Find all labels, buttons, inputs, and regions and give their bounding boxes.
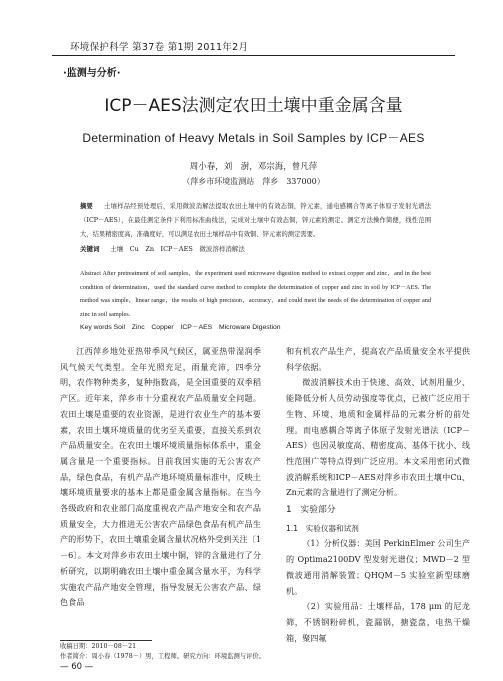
keywords-en (80, 321, 431, 331)
affiliation: （萍乡市环境监测站 萍乡 337000） (182, 177, 325, 186)
body-right-column (286, 344, 470, 646)
paper-title-cn: ICP－AES法测定农田土壤中重金属含量 (104, 96, 403, 116)
abstract-cn (80, 200, 431, 242)
body-paragraph: （1）分析仪器：美国 PerkinElmer 公司生产的 Optima2100DV 型发射光谱仪；MWD－2 型微波通用消解装置；QHQM－5 实验室新型球磨机。 (286, 538, 470, 596)
footnote-received: 收稿日期：2010－08－21 (60, 643, 137, 650)
section-heading: 1 实验部分 (286, 505, 336, 516)
authors: 周小春，刘 澍，邓宗海，曾凡萍 (189, 162, 318, 172)
abstract-en (80, 267, 431, 321)
abstract-en-label: Abstract (80, 270, 101, 277)
keywords-cn-label: 关键词 (80, 245, 100, 253)
abstract-cn-text: 土壤样品经预处理后，采用微波消解法提取农田土壤中的有效态铜，锌元素，通电感耦合等离子体原子发射光谱法（ICP－AES），在最佳测定条件下利用标准曲线法，完成对土壤中有效态铜，锌元素的测定。测定方法操作简便，线性范围大，结果精密度高，准确度好，可以满足农田土壤样品中有效铜、锌元素的测定需要。 (80, 203, 431, 238)
subsection-heading: 1.1 实验仪器和试剂 (286, 523, 359, 533)
body-paragraph: （2）实验用品：土壤样品，178 μm 的尼龙筛，不锈钢粉碎机，瓷漏锅，搪瓷盘，电热干燥箱，聚四氟 (286, 601, 470, 643)
keywords-cn-text: 土壤 Cu Zn ICP－AES 微波溶样消解法 (110, 245, 245, 253)
footnote (60, 642, 265, 661)
abstract-cn-label: 摘要 (80, 203, 94, 210)
abstract-en-text: After pretreatment of soil samples，the experiment used microwave digestion method to extract copper and zinc，and in the best condition of determination，used the standard curve method to complete the determination of copper and zinc in soil by ICP－AES. The method was simple，linear range，the results of high precision，accuracy，and could meet the needs of the determination of copper and zinc in soil samples. (80, 270, 431, 318)
body-paragraph: 和有机农产品生产，提高农产品质量安全水平提供科学依据。 (286, 346, 470, 372)
body-paragraph: 微波消解技术由于快速、高效、试剂用量少、能降低分析人员劳动强度等优点，已被广泛应用于生物、环境、地质和金属样品的元素分析的前处理。而电感耦合等离子体原子发射光谱法（ICP－AES）也因灵敏度高、精密度高、基体干扰小、线性范围广等特点得到广泛应用。本文采用密闭式微波消解系统和ICP－AES对萍乡市农田土壤中Cu、Zn元素的含量进行了测定分析。 (286, 377, 470, 498)
paper-title-en: Determination of Heavy Metals in Soil Samples by ICP－AES (82, 131, 425, 145)
section-label: ·监测与分析· (63, 68, 121, 79)
journal-header: 环境保护科学 第37卷 第1期 2011年2月 (70, 42, 249, 53)
keywords-en-label: Key words (80, 324, 112, 331)
header-rule (52, 55, 455, 56)
keywords-en-text: Soil Zinc Copper ICP－AES Microware Digestion (113, 324, 281, 331)
body-paragraph: 江西萍乡地处亚热带季风气候区，属亚热带湿润季风气候天气类型。全年光照充足，雨量充沛，四季分明，农作物种类多，复种指数高，是全国重要的双季稻产区。近年来，萍乡市十分重视农产品质量安全问题。农田土壤是重要的农业资源，是进行农业生产的基本要素，农田土壤环境质量的优劣至关重要，直接关系到农产品质量安全。在农田土壤环境质量指标体系中，重金属含量是一个重要指标。目前我国实施的无公害农产品，绿色食品，有机产品产地环境质量标准中，反映土壤环境质量要求的基本上都是重金属含量指标。在当今各级政府和农业部门高度重视农产品产地安全和农产品质量安全，大力推进无公害农产品绿色食品有机产品生产的形势下，农田土壤重金属含量状况格外受到关注〔1－6〕。本文对萍乡市农田土壤中铜，锌的含量进行了分析研究，以期明确农田土壤中重金属含量水平，为科学实施农产品产地安全管理，指导发展无公害农产品、绿色食品 (60, 346, 261, 608)
keywords-cn (80, 244, 431, 253)
footnote-rule (60, 640, 152, 641)
footnote-author-info: 作者简介：周小春（1978－）男，工程师。研究方向：环境监测与评价。 (60, 652, 265, 660)
body-left-column (60, 344, 261, 611)
page-number: — 60 — (60, 662, 94, 672)
